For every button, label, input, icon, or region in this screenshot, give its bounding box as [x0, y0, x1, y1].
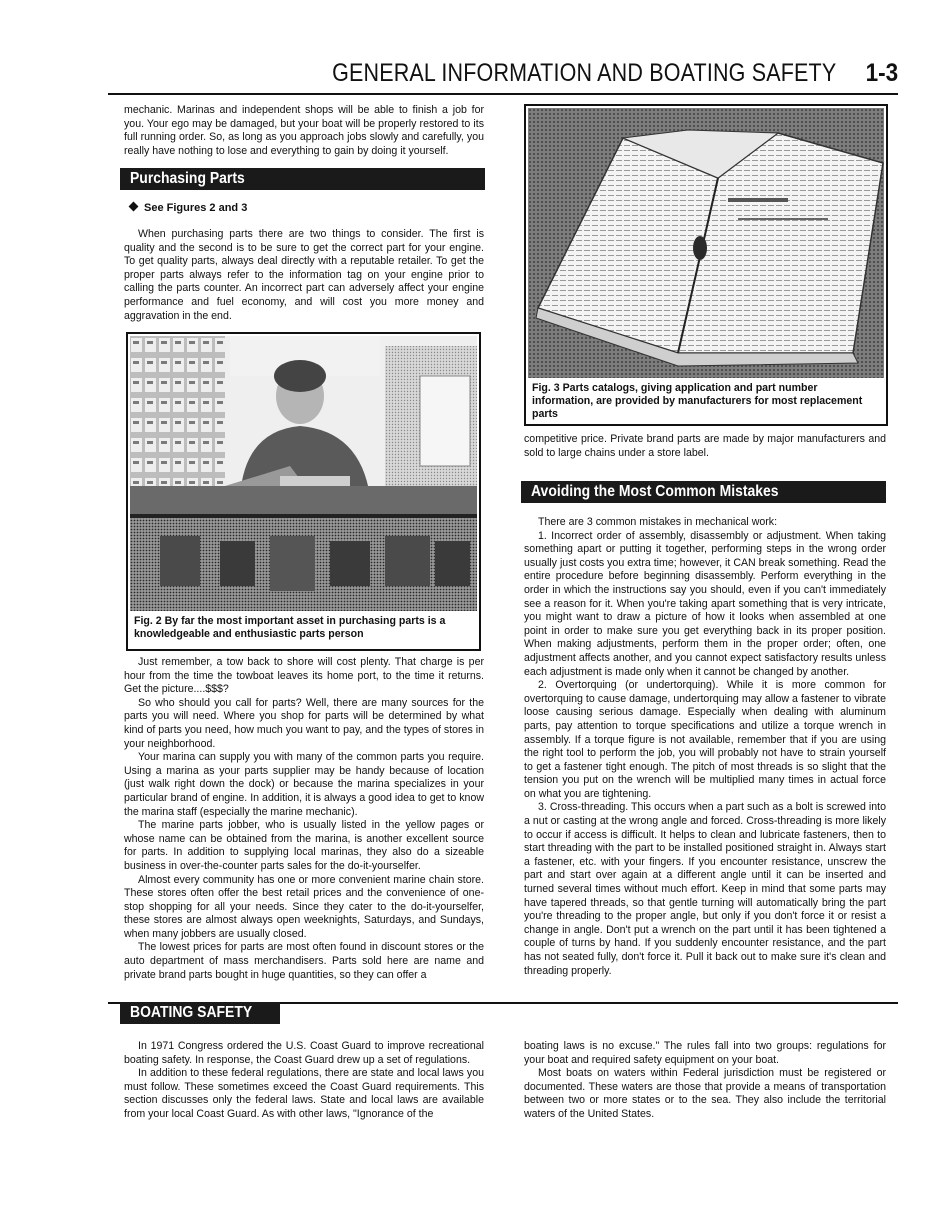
boating-registration-paragraph: Most boats on waters within Federal jurisdiction must be registered or documented. These waters are those that provide a means of transportation between two or more states or to the sea. They also include the territorial waters of the United States.: [524, 1067, 886, 1120]
figure-2: [126, 332, 481, 651]
figure-3-caption: Fig. 3 Parts catalogs, giving application and part number information, are provided by manufacturers for most replacement parts: [532, 382, 863, 420]
tow-paragraph: Just remember, a tow back to shore will cost plenty. That charge is per hour from the time the towboat leaves its home port, to the time it returns. Get the picture....$$$?: [124, 656, 484, 696]
figure-2-photo: [130, 336, 477, 611]
see-figures-note: [128, 202, 247, 214]
purchasing-paragraph: When purchasing parts there are two things to consider. The first is quality and the second is to be sure to get the correct part for your engine. To get quality parts, always deal directly with a reputable retailer. To get the proper parts always refer to the information tag on your engine prior to calling the parts counter. An incorrect part can adversely affect your engine performance and fuel economy, and will cost you more money and aggravation in the end.: [124, 228, 484, 322]
page-number: 1-3: [865, 59, 898, 87]
boating-safety-heading: [120, 1002, 280, 1024]
mistake-item-3: 3. Cross-threading. This occurs when a part such as a bolt is screwed into a nut or casting at the wrong angle and forced. Cross-threading is more likely to occur if access is difficult. It helps to clean and lubricate fasteners, then to start threading with the part to be installed positioned straight in. Always start a fastener, etc. with your fingers. If you encounter resistance, unscrew the part and start over again at a different angle until it can be inserted and turned several times without much effort. Keep in mind that some parts may have tapered threads, so that gentle turning will automatically bring the part you're threading to the proper angle, but only if you don't force it or resist a change in angle. Don't put a wrench on the part until it has been tightened a couple of turns by hand. If you suddenly encounter resistance, and the part has not seated fully, don't force it. Pull it back out to make sure it's clean and threading properly.: [524, 801, 886, 977]
parts-counter-photo: [130, 336, 477, 611]
sources-paragraph: So who should you call for parts? Well, there are many sources for the parts you will need. Where you shop for parts will be determined by what kind of parts you need, how much you want to pay, and the types of stores in your neighborhood.: [124, 696, 484, 750]
page-title: GENERAL INFORMATION AND BOATING SAFETY: [331, 59, 836, 87]
boating-right-block: [524, 1040, 886, 1122]
boating-laws-paragraph: In addition to these federal regulations, there are state and local laws you must follow. These sometimes exceed the Coast Guard requirements. This section discusses only the federal laws. State and local laws are available from your local Coast Guard. As with other laws, "Ignorance of the: [124, 1067, 484, 1120]
purchasing-intro-block: [124, 228, 484, 323]
boating-left-block: [124, 1040, 484, 1122]
figure-3-photo: [528, 108, 884, 378]
figure-2-caption: Fig. 2 By far the most important asset in purchasing parts is a knowledgeable and enthusiastic parts person: [134, 615, 446, 640]
jobber-paragraph: The marine parts jobber, who is usually listed in the yellow pages or whose name can be obtained from the marina, is another excellent source for parts. In addition to supplying local marinas, they also do a sizeable business in over-the-counter parts sales for the do-it-yourselfer.: [124, 819, 484, 872]
mistakes-intro: There are 3 common mistakes in mechanical work:: [538, 516, 778, 528]
boating-congress-paragraph: In 1971 Congress ordered the U.S. Coast Guard to improve recreational boating safety. In response, the Coast Guard drew up a set of regulations.: [124, 1040, 484, 1066]
mistakes-block: [524, 516, 886, 978]
mistake-item-1: 1. Incorrect order of assembly, disassembly or adjustment. When taking something apart or putting it together, performing steps in the wrong order usually just costs you extra time; however, it CAN break something. Read the entire procedure before beginning disassembly. Perform everything in the order in which the instructions say you should, even if you can't immediately see a reason for it. When you're taking apart something that is very intricate, you might want to draw a picture of how it looks when assembled at one point in order to make sure you get everything back in its proper position. When making adjustments, perform them in the proper order; often, one adjustment affects another, and you cannot expect satisfactory results unless each adjustment is made only when it cannot be changed by another.: [524, 529, 886, 678]
page-header: [108, 55, 898, 95]
marina-paragraph: Your marina can supply you with many of the common parts you require. Using a marina as your parts supplier may be handy because of location (just walk right down the dock) or because the marina specializes in your particular brand of engine. In addition, it is always a good idea to get to know the marina staff (especially the marine mechanic).: [124, 751, 484, 818]
parts-catalog-photo: [528, 108, 884, 378]
private-brand-paragraph: competitive price. Private brand parts are made by major manufacturers and sold to large chains under a store label.: [524, 433, 886, 459]
common-mistakes-title: Avoiding the Most Common Mistakes: [531, 483, 779, 500]
purchasing-parts-title: Purchasing Parts: [130, 170, 245, 187]
purchasing-parts-heading: [120, 168, 485, 190]
right-continuation-block: [524, 433, 886, 460]
mistake-item-2: 2. Overtorquing (or undertorquing). While it is more common for overtorquing to cause damage, undertorquing may allow a fastener to vibrate loose causing serious damage. Especially when dealing with aluminum parts, pay attention to torque specifications and utilize a torque wrench in assembly. If a torque figure is not available, remember that if you are using the right tool to perform the job, you will probably not have to strain yourself to get a fastener tight enough. The pitch of most threads is so slight that the tension you put on the wrench will be multiplied many times in actual force on what you are tightening.: [524, 679, 886, 800]
left-intro-paragraph: mechanic. Marinas and independent shops will be able to finish a job for you. Your ego may be damaged, but your boat will be properly restored to its full running order. So, as long as you approach jobs slowly and carefully, you really have nothing to lose and everything to gain by doing it yourself.: [124, 104, 484, 157]
left-lower-block: [124, 656, 484, 982]
see-figures-text: See Figures 2 and 3: [144, 202, 248, 214]
chain-store-paragraph: Almost every community has one or more convenient marine chain store. These stores often offer the best retail prices and the convenience of one-stop shopping for all your needs. Since they cater to the do-it-yourselfer, these stores are almost always open weeknights, Saturdays, and Sundays, when many jobbers are usually closed.: [124, 873, 484, 940]
boating-safety-title: BOATING SAFETY: [130, 1004, 253, 1021]
diamond-bullet-icon: [129, 202, 139, 212]
discount-paragraph: The lowest prices for parts are most often found in discount stores or the auto department of mass merchandisers. Parts sold here are name and private brand parts bought in huge quantities, so they can offer a: [124, 941, 484, 981]
left-intro-block: [124, 104, 484, 158]
boating-excuse-paragraph: boating laws is no excuse." The rules fall into two groups: regulations for your boat and required safety equipment on your boat.: [524, 1040, 886, 1066]
figure-3: [524, 104, 888, 426]
common-mistakes-heading: [521, 481, 886, 503]
header-rule: [108, 93, 898, 95]
